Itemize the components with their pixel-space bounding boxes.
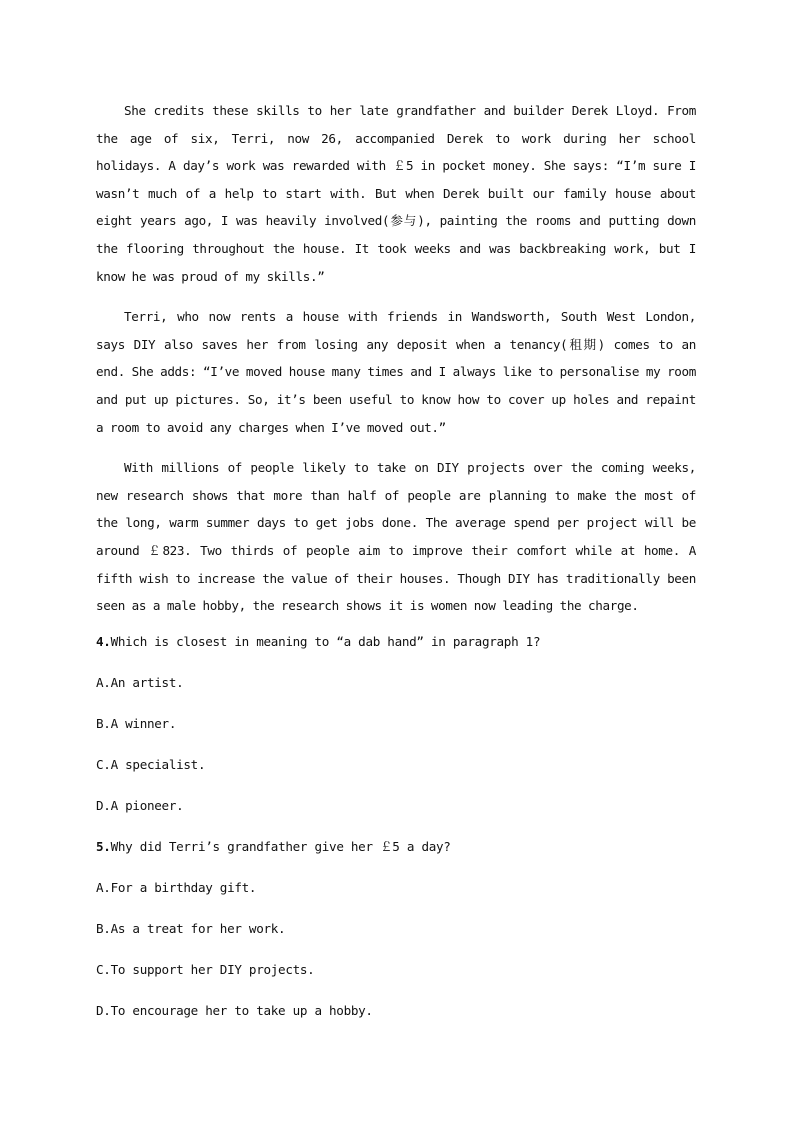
- question-5-option-a: A.For a birthday gift.: [96, 879, 257, 895]
- question-4: [96, 633, 696, 838]
- question-5-option-c: C.To support her DIY projects.: [96, 961, 315, 977]
- passage-paragraph-2: Terri, who now rents a house with friends in Wandsworth, South West London, says DIY also saves her from losing any deposit when a tenancy(租期) comes to an end. She adds: “I’ve moved house many times and I always like to personalise my room and put up pictures. So, it’s been useful to know how to cover up holes and repaint a room to avoid any charges when I’ve moved out.”: [96, 309, 696, 435]
- question-5-number: 5.: [96, 838, 111, 854]
- document-content: [96, 97, 696, 1043]
- passage-paragraph-3: With millions of people likely to take on DIY projects over the coming weeks, new research shows that more than half of people are planning to make the most of the long, warm summer days to get jobs done. The average spend per project will be around ￡823. Two thirds of people aim to improve their comfort while at home. A fifth wish to increase the value of their houses. Though DIY has traditionally been seen as a male hobby, the research shows it is women now leading the charge.: [96, 460, 696, 614]
- question-4-option-d: D.A pioneer.: [96, 797, 184, 813]
- question-4-number: 4.: [96, 633, 111, 649]
- question-5-option-b: B.As a treat for her work.: [96, 920, 286, 936]
- question-5: [96, 838, 696, 1043]
- question-4-stem: [96, 633, 696, 674]
- question-4-text: Which is closest in meaning to “a dab hand” in paragraph 1?: [110, 633, 541, 649]
- question-4-option-b: B.A winner.: [96, 715, 177, 731]
- question-5-option-d: D.To encourage her to take up a hobby.: [96, 1002, 373, 1018]
- question-5-text: Why did Terri’s grandfather give her ￡5 a day?: [110, 838, 451, 854]
- passage-paragraph-1: She credits these skills to her late grandfather and builder Derek Lloyd. From the age of six, Terri, now 26, accompanied Derek to work during her school holidays. A day’s work was rewarded with ￡5 in pocket money. She says: “I’m sure I wasn’t much of a help to start with. But when Derek built our family house about eight years ago, I was heavily involved(参与), painting the rooms and putting down the flooring throughout the house. It took weeks and was backbreaking work, but I know he was proud of my skills.”: [96, 103, 696, 284]
- question-5-stem: [96, 838, 696, 879]
- question-4-option-a: A.An artist.: [96, 674, 184, 690]
- question-4-option-c: C.A specialist.: [96, 756, 206, 772]
